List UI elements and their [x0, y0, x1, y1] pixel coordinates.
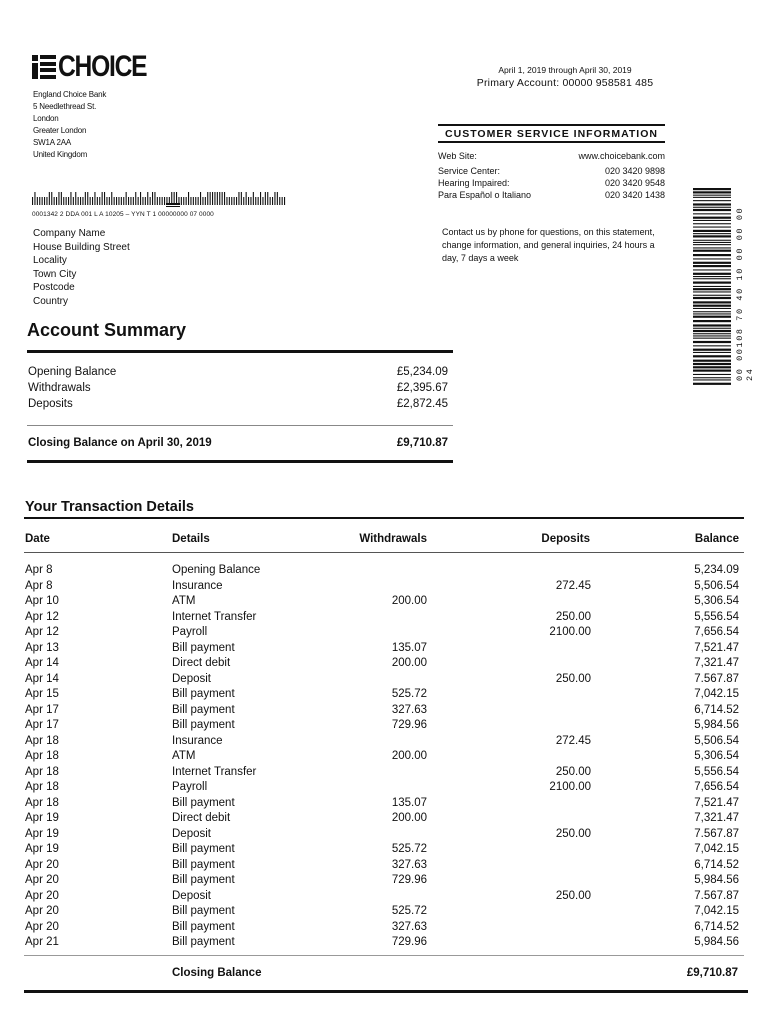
tx-balance: 5,506.54	[694, 734, 739, 747]
tx-balance: 7,656.54	[694, 781, 739, 793]
tx-deposit: 272.45	[555, 734, 591, 747]
tx-date: Apr 19	[25, 843, 59, 855]
tx-withdrawal: 525.72	[391, 688, 427, 700]
transactions-title: Your Transaction Details	[25, 499, 194, 515]
service-label: Hearing Impaired:	[438, 178, 510, 188]
table-row	[25, 904, 739, 920]
divider	[27, 460, 453, 463]
closing-balance-value: £9,710.87	[396, 437, 448, 449]
tx-date: Apr 19	[25, 812, 59, 824]
small-barcode	[166, 203, 180, 208]
tx-details: Bill payment	[172, 703, 235, 716]
header-date: Date	[25, 533, 50, 545]
tx-date: Apr 17	[25, 703, 59, 716]
tx-details: Bill payment	[172, 936, 235, 948]
service-label: Para Español o Italiano	[438, 190, 532, 200]
service-label: Service Center:	[438, 166, 501, 176]
table-row	[25, 718, 739, 734]
tx-withdrawal: 135.07	[391, 796, 427, 809]
vertical-barcode	[693, 188, 731, 386]
tx-date: Apr 18	[25, 781, 59, 793]
divider	[24, 552, 744, 553]
tx-balance: 7,321.47	[694, 812, 739, 824]
primary-account: Primary Account: 00000 958581 485	[476, 77, 654, 89]
closing-balance-label: Closing Balance on April 30, 2019	[28, 437, 212, 449]
customer-address-line: Locality	[33, 255, 67, 267]
tx-balance: 5,984.56	[694, 874, 739, 886]
tx-date: Apr 20	[25, 889, 59, 902]
tx-details: Bill payment	[172, 641, 235, 654]
tx-details: Bill payment	[172, 905, 235, 917]
divider	[27, 425, 453, 426]
summary-row	[28, 364, 448, 380]
service-row	[438, 189, 665, 201]
tx-balance: 5,984.56	[694, 719, 739, 731]
service-phone: 020 3420 9548	[604, 178, 665, 188]
tx-date: Apr 18	[25, 734, 59, 747]
tx-withdrawal: 135.07	[391, 641, 427, 654]
divider	[24, 990, 748, 993]
service-phone: 020 3420 1438	[604, 190, 665, 200]
tx-date: Apr 15	[25, 688, 59, 700]
tx-balance: 6,714.52	[694, 703, 739, 716]
bank-address-line: London	[33, 114, 59, 123]
statement-period: April 1, 2019 through April 30, 2019	[498, 65, 632, 75]
bank-address-line: 5 Needlethread St.	[33, 102, 97, 111]
tx-date: Apr 10	[25, 595, 59, 607]
tx-withdrawal: 729.96	[391, 936, 427, 948]
tx-date: Apr 18	[25, 765, 59, 778]
tx-balance: 7.567.87	[694, 672, 739, 685]
tx-withdrawal: 525.72	[391, 905, 427, 917]
summary-label: Opening Balance	[28, 366, 117, 378]
tx-details: Payroll	[172, 781, 208, 793]
tx-date: Apr 8	[25, 564, 53, 576]
tx-details: Direct debit	[172, 657, 231, 669]
tx-date: Apr 13	[25, 641, 59, 654]
tx-withdrawal: 327.63	[391, 858, 427, 871]
tx-balance: 5,306.54	[694, 750, 739, 762]
table-row	[25, 687, 739, 703]
transactions-table	[25, 563, 739, 951]
tx-details: Bill payment	[172, 920, 235, 933]
tx-date: Apr 18	[25, 796, 59, 809]
table-row	[25, 625, 739, 641]
divider	[27, 350, 453, 353]
tx-balance: 5,556.54	[694, 765, 739, 778]
tx-deposit: 250.00	[555, 672, 591, 685]
account-summary-rows	[28, 364, 448, 412]
table-row	[25, 594, 739, 610]
summary-row	[28, 380, 448, 396]
bank-address-line: Greater London	[33, 126, 87, 135]
customer-address-line: Postcode	[33, 282, 75, 294]
divider	[24, 955, 744, 956]
header-details: Details	[172, 533, 210, 545]
customer-address-line: House Building Street	[33, 241, 130, 253]
tx-balance: 7,321.47	[694, 657, 739, 669]
tx-details: Internet Transfer	[172, 610, 257, 623]
tx-withdrawal: 525.72	[391, 843, 427, 855]
tx-balance: 5,506.54	[694, 579, 739, 592]
postal-barcode	[32, 192, 286, 205]
tx-details: Bill payment	[172, 874, 235, 886]
tx-details: Direct debit	[172, 812, 231, 824]
bank-logo	[32, 52, 166, 82]
tx-balance: 7,521.47	[694, 641, 739, 654]
tx-balance: 5,234.09	[694, 564, 739, 576]
bank-logo-text: CHOICE	[58, 50, 147, 83]
tx-details: Insurance	[172, 734, 223, 747]
summary-label: Deposits	[28, 398, 73, 410]
table-row	[25, 873, 739, 889]
table-row	[25, 579, 739, 595]
table-row	[25, 811, 739, 827]
customer-address-line: Town City	[33, 268, 77, 280]
tx-details: Deposit	[172, 672, 211, 685]
tx-details: Bill payment	[172, 719, 235, 731]
bank-logo-icon	[32, 55, 56, 79]
summary-label: Withdrawals	[28, 382, 91, 394]
table-row	[25, 641, 739, 657]
table-row	[25, 765, 739, 781]
tx-date: Apr 20	[25, 905, 59, 917]
tx-balance: 6,714.52	[694, 920, 739, 933]
tx-balance: 7.567.87	[694, 827, 739, 840]
table-row	[25, 827, 739, 843]
customer-address	[33, 227, 130, 309]
table-row	[25, 563, 739, 579]
table-row	[25, 780, 739, 796]
tx-details: Bill payment	[172, 858, 235, 871]
customer-address-line: Country	[33, 295, 69, 307]
table-row	[25, 656, 739, 672]
vertical-code: 00 00108 70 40 10 00 00 00 24	[735, 206, 755, 381]
tx-deposit: 2100.00	[549, 781, 591, 793]
tx-details: Insurance	[172, 579, 223, 592]
tx-date: Apr 20	[25, 858, 59, 871]
table-row	[25, 858, 739, 874]
table-row	[25, 889, 739, 905]
bank-address-line: England Choice Bank	[33, 90, 107, 99]
summary-value: £2,872.45	[396, 398, 448, 410]
tx-date: Apr 14	[25, 672, 59, 685]
contact-text: Contact us by phone for questions, on this statement, change information, and general inquiries, 24 hours a day, 7 days a week	[442, 227, 655, 263]
service-row	[438, 177, 665, 189]
tx-withdrawal: 200.00	[391, 812, 427, 824]
table-row	[25, 610, 739, 626]
tx-balance: 7.567.87	[694, 889, 739, 902]
table-row	[25, 842, 739, 858]
tx-date: Apr 14	[25, 657, 59, 669]
tx-date: Apr 17	[25, 719, 59, 731]
header-deposits: Deposits	[541, 533, 590, 545]
website-label: Web Site:	[438, 151, 477, 161]
table-row	[25, 935, 739, 951]
tx-withdrawal: 200.00	[391, 750, 427, 762]
tx-balance: 5,306.54	[694, 595, 739, 607]
summary-row	[28, 396, 448, 412]
summary-value: £5,234.09	[396, 366, 448, 378]
tx-balance: 7,521.47	[694, 796, 739, 809]
customer-service-title: CUSTOMER SERVICE INFORMATION	[438, 124, 665, 143]
bank-address-line: United Kingdom	[33, 150, 88, 159]
tx-withdrawal: 729.96	[391, 874, 427, 886]
tx-details: Deposit	[172, 827, 211, 840]
tx-date: Apr 21	[25, 936, 59, 948]
header-withdrawals: Withdrawals	[359, 533, 427, 545]
header-balance: Balance	[694, 533, 739, 545]
closing-balance-row	[28, 437, 448, 449]
tx-details: ATM	[172, 595, 196, 607]
tx-date: Apr 18	[25, 750, 59, 762]
tx-deposit: 250.00	[555, 765, 591, 778]
tx-details: Bill payment	[172, 688, 235, 700]
tx-balance: 7,042.15	[694, 843, 739, 855]
tx-deposit: 2100.00	[549, 626, 591, 638]
tx-balance: 6,714.52	[694, 858, 739, 871]
tx-withdrawal: 200.00	[391, 595, 427, 607]
table-row	[25, 672, 739, 688]
tx-deposit: 250.00	[555, 827, 591, 840]
tx-withdrawal: 200.00	[391, 657, 427, 669]
tx-details: Internet Transfer	[172, 765, 257, 778]
summary-value: £2,395.67	[396, 382, 448, 394]
tx-details: ATM	[172, 750, 196, 762]
tx-date: Apr 20	[25, 920, 59, 933]
tx-date: Apr 12	[25, 610, 59, 623]
tx-details: Opening Balance	[172, 564, 261, 576]
customer-service-info	[438, 124, 665, 201]
table-row	[25, 920, 739, 936]
tx-withdrawal: 327.63	[391, 703, 427, 716]
website-value: www.choicebank.com	[578, 151, 665, 161]
tx-deposit: 272.45	[555, 579, 591, 592]
tx-balance: 7,042.15	[694, 905, 739, 917]
tx-details: Deposit	[172, 889, 211, 902]
tx-date: Apr 12	[25, 626, 59, 638]
tx-deposit: 250.00	[555, 889, 591, 902]
divider	[24, 517, 744, 519]
table-row	[25, 703, 739, 719]
tx-deposit: 250.00	[555, 610, 591, 623]
tx-balance: 7,042.15	[694, 688, 739, 700]
tx-date: Apr 20	[25, 874, 59, 886]
footer-closing-value: £9,710.87	[686, 967, 738, 979]
table-row	[25, 749, 739, 765]
website-row	[438, 150, 665, 162]
footer-closing-label: Closing Balance	[172, 967, 262, 979]
bank-address-line: SW1A 2AA	[33, 138, 71, 147]
tx-balance: 7,656.54	[694, 626, 739, 638]
bank-address	[33, 89, 106, 161]
service-row	[438, 165, 665, 177]
tx-details: Bill payment	[172, 843, 235, 855]
tx-balance: 5,984.56	[694, 936, 739, 948]
tx-withdrawal: 327.63	[391, 920, 427, 933]
tx-details: Bill payment	[172, 796, 235, 809]
tx-withdrawal: 729.96	[391, 719, 427, 731]
tx-balance: 5,556.54	[694, 610, 739, 623]
customer-address-line: Company Name	[33, 228, 106, 239]
table-row	[25, 734, 739, 750]
tx-details: Payroll	[172, 626, 208, 638]
tx-date: Apr 19	[25, 827, 59, 840]
mail-code: 0001342 2 DDA 001 L A 10205 – YYN T 1 00000000 07 0000	[32, 211, 214, 218]
tx-date: Apr 8	[25, 579, 53, 592]
service-phone: 020 3420 9898	[604, 166, 665, 176]
table-row	[25, 796, 739, 812]
account-summary-title: Account Summary	[27, 320, 187, 340]
